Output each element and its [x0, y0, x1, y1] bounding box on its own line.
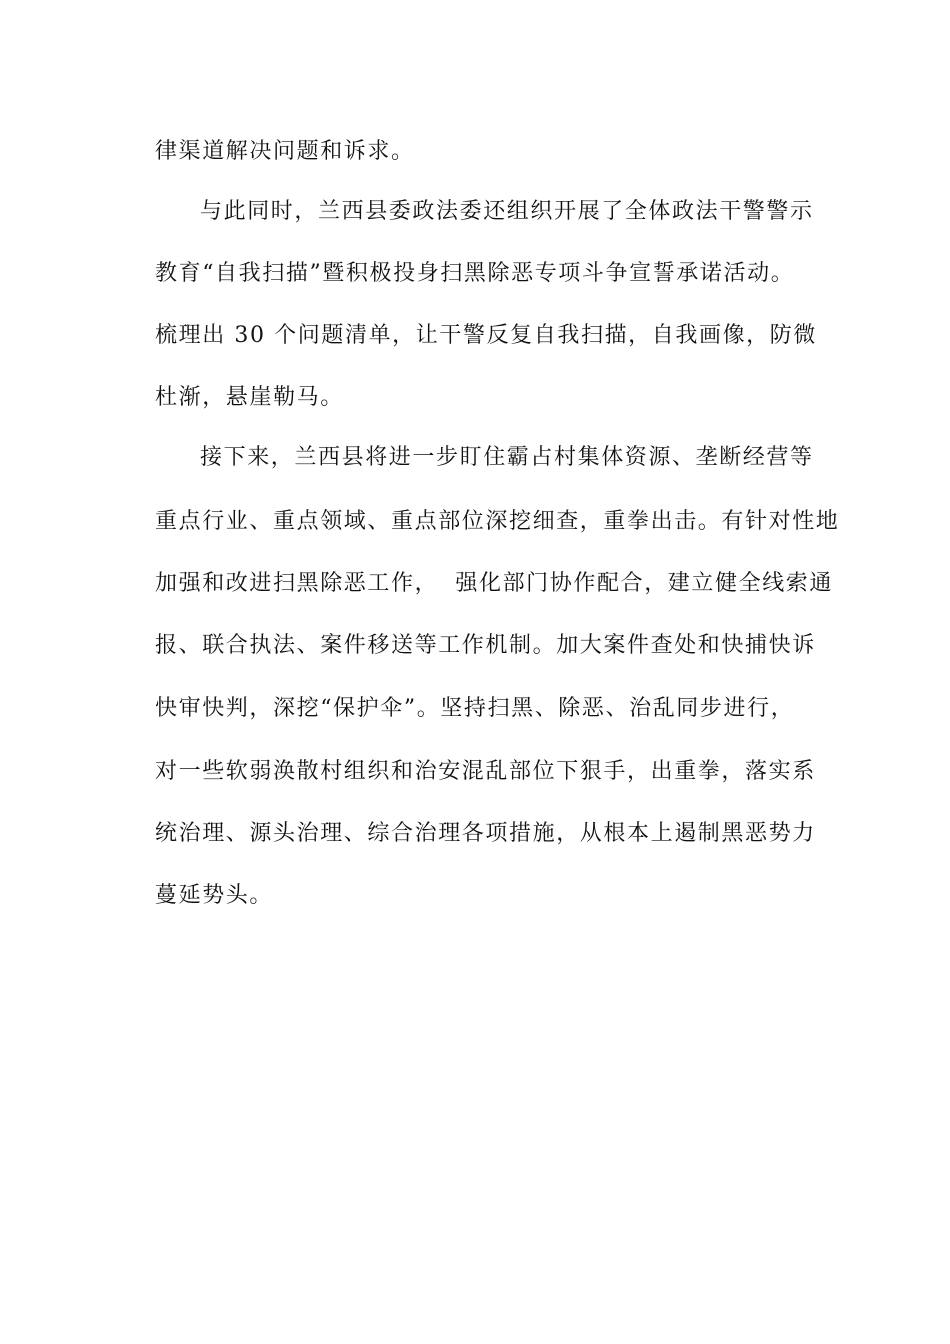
- paragraph-2-line-1: 与此同时，兰西县委政法委还组织开展了全体政法干警警示: [200, 199, 814, 224]
- paragraph-2-line-4: 杜渐，悬崖勒马。: [155, 385, 344, 410]
- paragraph-3-line-3: 加强和改进扫黑除恶工作， 强化部门协作配合，建立健全线索通: [155, 571, 833, 596]
- paragraph-2-line-2: 教育“自我扫描”暨积极投身扫黑除恶专项斗争宣誓承诺活动。: [155, 261, 795, 286]
- paragraph-3-line-2: 重点行业、重点领域、重点部位深挖细查，重拳出击。有针对性地: [155, 509, 840, 534]
- paragraph-3-line-8: 蔓延势头。: [155, 883, 274, 908]
- paragraph-3-line-6: 对一些软弱涣散村组织和治安混乱部位下狠手，出重拳，落实系: [155, 759, 816, 784]
- paragraph-1-line-1: 律渠道解决问题和诉求。: [155, 139, 415, 164]
- paragraph-3-line-4: 报、联合执法、案件移送等工作机制。加大案件查处和快捕快诉: [155, 633, 816, 658]
- paragraph-3-line-1: 接下来，兰西县将进一步盯住霸占村集体资源、垄断经营等: [200, 445, 814, 470]
- paragraph-2-line-3: 梳理出 30 个问题清单，让干警反复自我扫描，自我画像，防微: [155, 323, 817, 348]
- paragraph-3-line-7: 统治理、源头治理、综合治理各项措施，从根本上遏制黑恶势力: [155, 821, 816, 846]
- paragraph-3-line-5: 快审快判，深挖“保护伞”。坚持扫黑、除恶、治乱同步进行，: [155, 696, 795, 721]
